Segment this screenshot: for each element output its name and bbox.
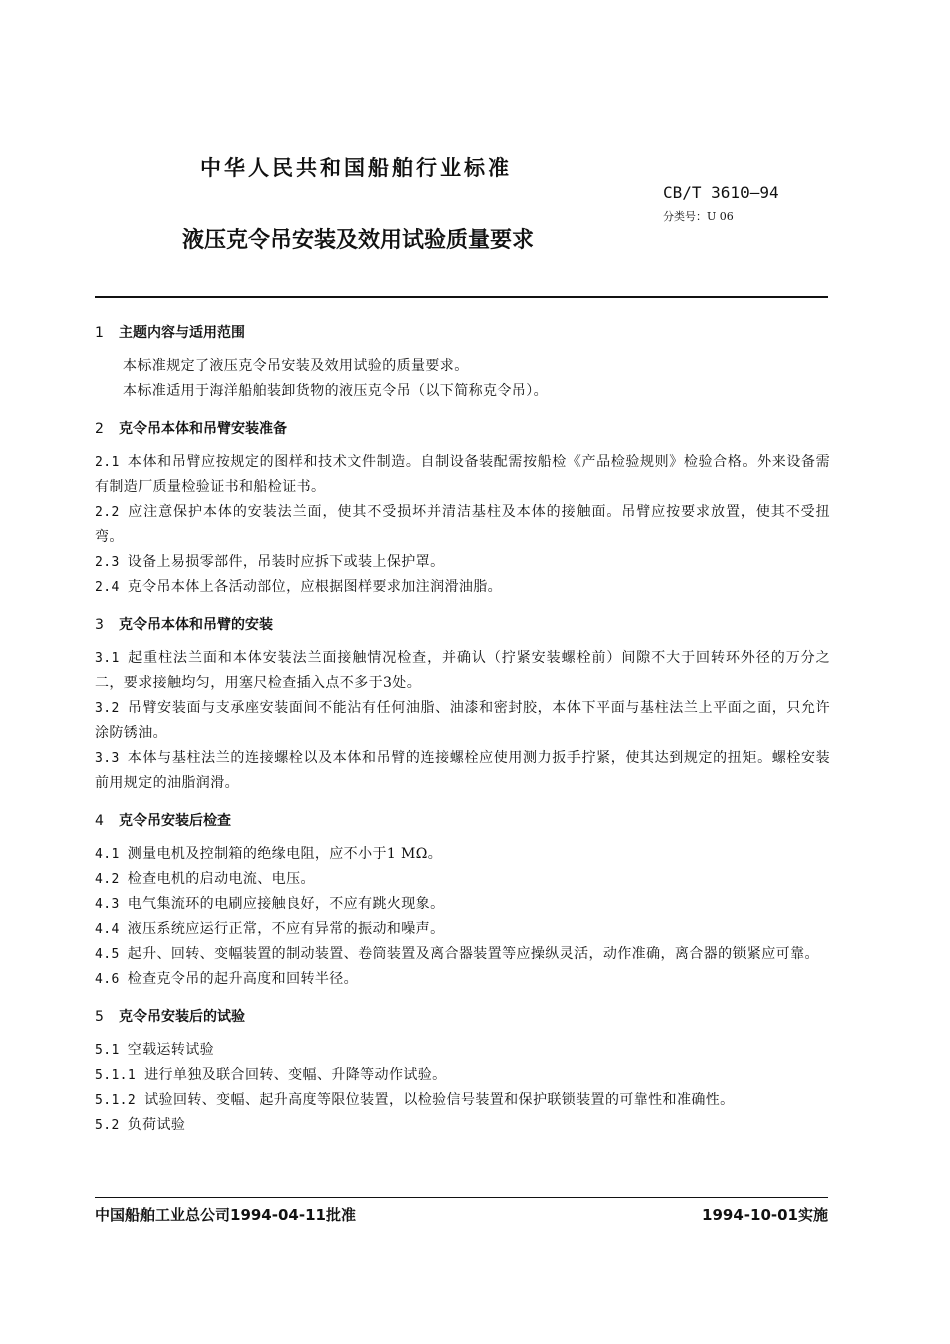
clause-text: 测量电机及控制箱的绝缘电阻，应不小于1 MΩ。 [127, 846, 443, 862]
section-heading [95, 418, 830, 440]
approval-line: 中国船舶工业总公司1994-04-11批准 [95, 1206, 356, 1224]
clause-paragraph [95, 1038, 830, 1063]
clause-paragraph [95, 1063, 830, 1088]
clause-paragraph [95, 450, 830, 500]
clause-number: 3.2 [95, 701, 120, 716]
section-number: 3 [95, 617, 104, 633]
section-title: 克令吊本体和吊臂安装准备 [119, 421, 287, 437]
clause-number: 5.1 [95, 1043, 120, 1058]
clause-text: 起升、回转、变幅装置的制动装置、卷筒装置及离合器装置等应操纵灵活，动作准确，离合器的锁紧应可靠。 [127, 946, 819, 962]
clause-text: 本标准规定了液压克令吊安装及效用试验的质量要求。 [123, 358, 469, 374]
clause-number: 2.4 [95, 580, 120, 595]
clause-number: 4.4 [95, 922, 120, 937]
clause-text: 进行单独及联合回转、变幅、升降等动作试验。 [144, 1067, 447, 1083]
clause-paragraph [95, 646, 830, 696]
clause-text: 应注意保护本体的安装法兰面，使其不受损坏并清洁基柱及本体的接触面。吊臂应按要求放置，使其不受扭弯。 [95, 504, 830, 545]
header-divider [95, 296, 828, 298]
section-number: 5 [95, 1009, 104, 1025]
section-title: 主题内容与适用范围 [119, 325, 245, 341]
clause-paragraph [95, 842, 830, 867]
clause-text: 电气集流环的电刷应接触良好，不应有跳火现象。 [127, 896, 445, 912]
effective-date-line: 1994-10-01实施 [702, 1206, 828, 1224]
clause-text: 本标准适用于海洋船舶装卸货物的液压克令吊（以下简称克令吊）。 [123, 383, 548, 399]
clause-paragraph [95, 892, 830, 917]
classification-code: 分类号：U 06 [663, 210, 734, 223]
clause-number: 3.1 [95, 651, 120, 666]
clause-text: 克令吊本体上各活动部位，应根据图样要求加注润滑油脂。 [127, 579, 503, 595]
clause-text: 空载运转试验 [127, 1042, 215, 1058]
clause-number: 4.5 [95, 947, 120, 962]
section-title: 克令吊安装后的试验 [119, 1009, 245, 1025]
clause-text: 负荷试验 [127, 1117, 186, 1133]
clause-number: 4.1 [95, 847, 120, 862]
clause-text: 试验回转、变幅、起升高度等限位装置，以检验信号装置和保护联锁装置的可靠性和准确性。 [144, 1092, 735, 1108]
clause-text: 检查电机的启动电流、电压。 [127, 871, 315, 887]
clause-text: 设备上易损零部件，吊装时应拆下或装上保护罩。 [127, 554, 445, 570]
clause-text: 本体与基柱法兰的连接螺栓以及本体和吊臂的连接螺栓应使用测力扳手拧紧，使其达到规定的扭矩。螺栓安装前用规定的油脂润滑。 [95, 750, 830, 791]
clause-number: 4.3 [95, 897, 120, 912]
clause-text: 吊臂安装面与支承座安装面间不能沾有任何油脂、油漆和密封胶，本体下平面与基柱法兰上平面之面，只允许涂防锈油。 [95, 700, 830, 741]
clause-number: 2.2 [95, 505, 120, 520]
section-heading [95, 614, 830, 636]
clause-paragraph [95, 967, 830, 992]
clause-number: 3.3 [95, 751, 120, 766]
clause-paragraph [95, 379, 830, 404]
clause-number: 5.1.2 [95, 1093, 137, 1108]
clause-number: 2.1 [95, 455, 120, 470]
clause-text: 检查克令吊的起升高度和回转半径。 [127, 971, 359, 987]
clause-paragraph [95, 867, 830, 892]
standard-number: CB/T 3610—94 [663, 183, 779, 202]
clause-paragraph [95, 1113, 830, 1138]
section-number: 1 [95, 325, 104, 341]
section-heading [95, 322, 830, 344]
clause-number: 5.1.1 [95, 1068, 137, 1083]
clause-paragraph [95, 500, 830, 550]
clause-paragraph [95, 354, 830, 379]
clause-paragraph [95, 746, 830, 796]
clause-number: 2.3 [95, 555, 120, 570]
section-number: 4 [95, 813, 104, 829]
section-title: 克令吊安装后检查 [119, 813, 231, 829]
document-body [95, 322, 830, 1138]
section-heading [95, 1006, 830, 1028]
clause-number: 4.6 [95, 972, 120, 987]
document-title: 液压克令吊安装及效用试验质量要求 [182, 228, 535, 253]
clause-text: 起重柱法兰面和本体安装法兰面接触情况检查，并确认（拧紧安装螺栓前）间隙不大于回转环外径的万分之二，要求接触均匀，用塞尺检查插入点不多于3处。 [95, 650, 830, 691]
clause-paragraph [95, 550, 830, 575]
clause-paragraph [95, 696, 830, 746]
clause-number: 5.2 [95, 1118, 120, 1133]
clause-paragraph [95, 917, 830, 942]
clause-paragraph [95, 1088, 830, 1113]
clause-paragraph [95, 942, 830, 967]
clause-text: 液压系统应运行正常，不应有异常的振动和噪声。 [127, 921, 445, 937]
clause-text: 本体和吊臂应按规定的图样和技术文件制造。自制设备装配需按船检《产品检验规则》检验合格。外来设备需有制造厂质量检验证书和船检证书。 [95, 454, 830, 495]
clause-paragraph [95, 575, 830, 600]
clause-number: 4.2 [95, 872, 120, 887]
section-number: 2 [95, 421, 104, 437]
standard-title: 中华人民共和国船舶行业标准 [200, 156, 512, 180]
section-heading [95, 810, 830, 832]
footer-divider [95, 1197, 828, 1198]
section-title: 克令吊本体和吊臂的安装 [119, 617, 273, 633]
